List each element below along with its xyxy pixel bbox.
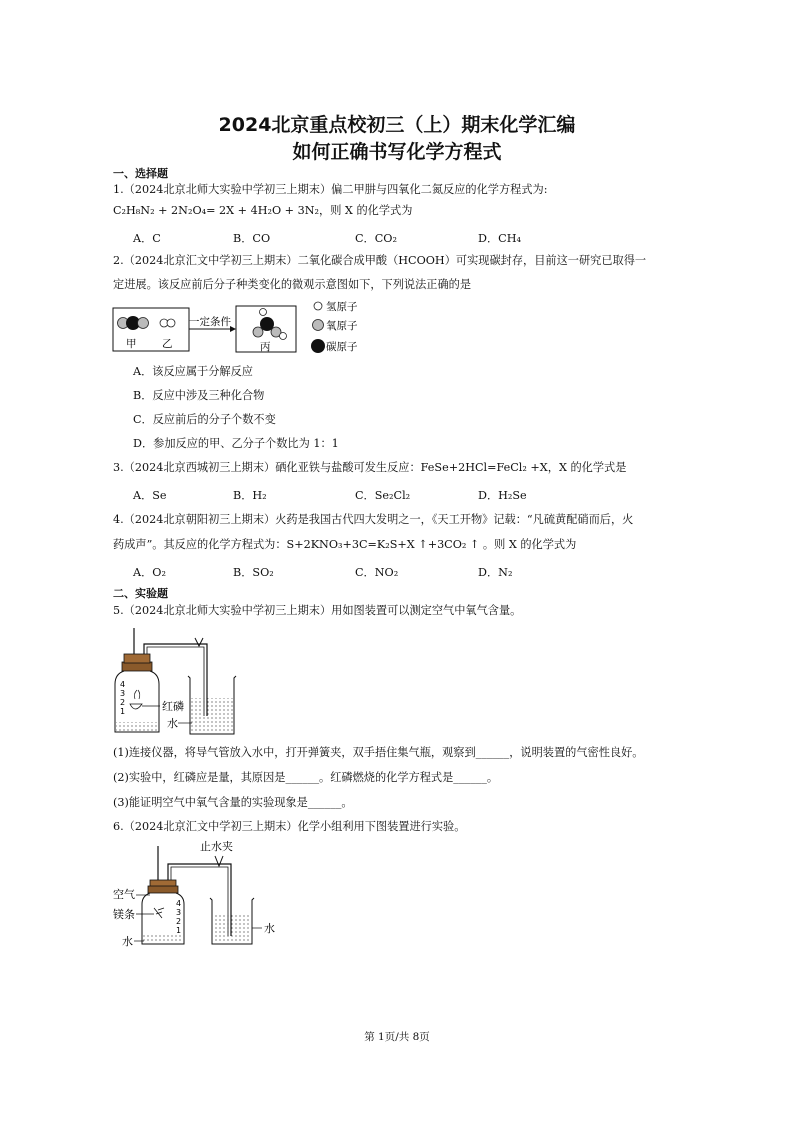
spring-clamp-icon xyxy=(195,638,203,646)
question-5-sub-2: (2)实验中，红磷应是量，其原因是______。红磷燃烧的化学方程式是______。 xyxy=(113,771,499,784)
legend-hydrogen: 氢原子 xyxy=(326,301,358,313)
question-5-stem: 5.（2024北京北师大实验中学初三上期末）用如图装置可以测定空气中氧气含量。 xyxy=(113,604,522,617)
question-4-option-a: A．O₂ xyxy=(133,566,166,579)
svg-text:2: 2 xyxy=(176,917,182,926)
phosphorus-label: 红磷 xyxy=(162,700,184,713)
question-3-option-d: D．H₂Se xyxy=(478,489,527,502)
question-2-stem-line1: 2.（2024北京汇文中学初三上期末）二氧化碳合成甲酸（HCOOH）可实现碳封存，目前这一研究已取得一 xyxy=(113,254,647,267)
question-1-option-b: B．CO xyxy=(233,232,271,245)
svg-text:3: 3 xyxy=(120,689,126,698)
combustion-spoon xyxy=(130,704,142,709)
question-1-stem: 1.（2024北京北师大实验中学初三上期末）偏二甲肼与四氧化二氮反应的化学方程式为: xyxy=(113,183,548,196)
clamp-label: 止水夹 xyxy=(200,840,233,853)
question-6-stem: 6.（2024北京汇文中学初三上期末）化学小组利用下图装置进行实验。 xyxy=(113,820,466,833)
question-4-stem-line2: 药成声”。其反应的化学方程式为：S+2KNO₃+3C=K₂S+X ↑+3CO₂ ↑ 。则 X 的化学式为 xyxy=(113,538,577,551)
legend-carbon: 碳原子 xyxy=(326,341,358,353)
question-4-option-c: C．NO₂ xyxy=(355,566,399,579)
legend-oxygen-icon xyxy=(313,320,324,331)
section-heading-choice: 一、选择题 xyxy=(113,167,168,180)
legend-oxygen: 氧原子 xyxy=(326,320,358,332)
legend-hydrogen-icon xyxy=(314,302,322,310)
question-4-option-d: D．N₂ xyxy=(478,566,513,579)
label-jia: 甲 xyxy=(126,338,137,350)
question-2-option-c: C．反应前后的分子个数不变 xyxy=(133,413,276,426)
document-title: 2024北京重点校初三（上）期末化学汇编 xyxy=(218,114,576,136)
magnesium-combustion-apparatus xyxy=(110,838,290,950)
svg-text:3: 3 xyxy=(176,908,182,917)
question-1-option-c: C．CO₂ xyxy=(355,232,397,245)
air-label: 空气 xyxy=(113,888,135,901)
question-1-option-d: D．CH₄ xyxy=(478,232,521,245)
section-heading-experiment: 二、实验题 xyxy=(113,587,168,600)
svg-text:1: 1 xyxy=(176,926,182,935)
question-1-option-a: A．C xyxy=(133,232,161,245)
document-subtitle: 如何正确书写化学方程式 xyxy=(292,141,502,163)
question-3-option-c: C．Se₂Cl₂ xyxy=(355,489,411,502)
svg-text:1: 1 xyxy=(120,707,126,716)
water-label: 水 xyxy=(167,717,178,730)
magnesium-strip-icon xyxy=(154,908,164,918)
water-label-right: 水 xyxy=(264,922,275,935)
oxygen-measurement-apparatus xyxy=(110,624,250,742)
stopper-top xyxy=(124,654,150,663)
beaker-water xyxy=(191,698,233,733)
molecule-reaction-diagram xyxy=(112,298,382,360)
flame-icon xyxy=(134,690,139,699)
reactant-box xyxy=(113,308,189,351)
oxygen-atom-icon xyxy=(253,327,263,337)
question-5-sub-1: (1)连接仪器，将导气管放入水中，打开弹簧夹，双手捂住集气瓶，观察到______，说明装置的气密性良好。 xyxy=(113,746,644,759)
legend-carbon-icon xyxy=(311,339,325,353)
question-2-option-a: A．该反应属于分解反应 xyxy=(133,365,253,378)
label-yi: 乙 xyxy=(162,338,173,350)
magnesium-label: 镁条 xyxy=(113,908,135,921)
question-1-equation: C₂H₈N₂ + 2N₂O₄= 2X + 4H₂O + 3N₂，则 X 的化学式为 xyxy=(113,204,413,217)
question-3-option-a: A．Se xyxy=(133,489,167,502)
question-4-option-b: B．SO₂ xyxy=(233,566,274,579)
water-label-left: 水 xyxy=(122,935,133,948)
label-bing: 丙 xyxy=(260,341,271,353)
page-footer: 第 1页/共 8页 xyxy=(364,1031,430,1043)
question-4-stem-line1: 4.（2024北京朝阳初三上期末）火药是我国古代四大发明之一，《天工开物》记载：“凡硫黄配硝而后，火 xyxy=(113,513,634,526)
question-2-option-b: B．反应中涉及三种化合物 xyxy=(133,389,265,402)
hydrogen-atom-icon xyxy=(167,319,175,327)
question-3-stem: 3.（2024北京西城初三上期末）硒化亚铁与盐酸可发生反应：FeSe+2HCl=FeCl₂ +X，X 的化学式是 xyxy=(113,461,627,474)
question-3-option-b: B．H₂ xyxy=(233,489,267,502)
hydrogen-atom-icon xyxy=(280,333,287,340)
svg-text:4: 4 xyxy=(176,899,182,908)
hydrogen-atom-icon xyxy=(260,309,267,316)
question-5-sub-3: (3)能证明空气中氧气含量的实验现象是______。 xyxy=(113,796,353,809)
svg-text:2: 2 xyxy=(120,698,126,707)
oxygen-atom-icon xyxy=(138,318,149,329)
svg-text:4: 4 xyxy=(120,680,126,689)
question-2-option-d: D．参加反应的甲、乙分子个数比为 1：1 xyxy=(133,437,339,450)
jar-water xyxy=(116,722,158,731)
question-2-stem-line2: 定进展。该反应前后分子种类变化的微观示意图如下，下列说法正确的是 xyxy=(113,278,472,291)
reaction-condition: 一定条件 xyxy=(189,316,231,328)
